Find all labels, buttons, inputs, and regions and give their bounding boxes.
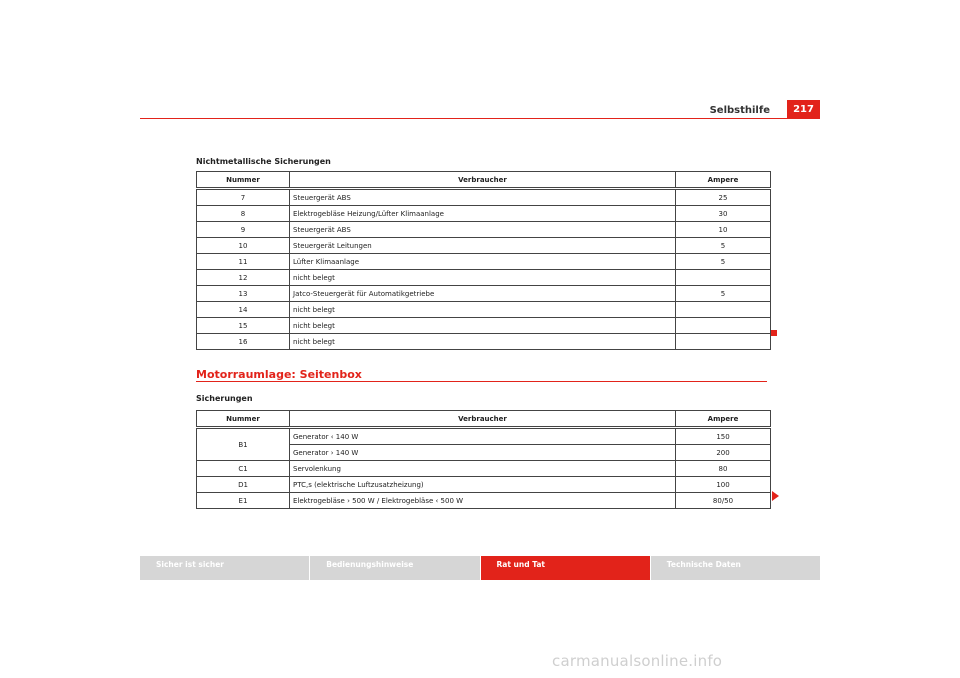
cell-ampere xyxy=(676,334,771,350)
page-header-title: Selbsthilfe xyxy=(709,105,770,116)
cell-ampere: 80/50 xyxy=(676,493,771,509)
cell-verbraucher: Generator ‹ 140 W xyxy=(290,428,676,445)
cell-ampere: 25 xyxy=(676,189,771,206)
cell-verbraucher: Jatco-Steuergerät für Automatikgetriebe xyxy=(290,286,676,302)
cell-verbraucher: Servolenkung xyxy=(290,461,676,477)
column-header-nummer: Nummer xyxy=(197,172,290,189)
cell-verbraucher: nicht belegt xyxy=(290,270,676,286)
cell-nummer: 12 xyxy=(197,270,290,286)
table-row xyxy=(197,206,771,222)
page-number-badge: 217 xyxy=(787,100,820,118)
table2-label: Sicherungen xyxy=(196,394,253,403)
cell-ampere: 150 xyxy=(676,428,771,445)
cell-ampere xyxy=(676,270,771,286)
table1-label: Nichtmetallische Sicherungen xyxy=(196,157,331,166)
footer-nav xyxy=(140,556,820,580)
table-row xyxy=(197,238,771,254)
cell-verbraucher: nicht belegt xyxy=(290,334,676,350)
footer-tab-technische-daten[interactable]: Technische Daten xyxy=(651,556,820,580)
table-row xyxy=(197,334,771,350)
cell-verbraucher: Steuergerät ABS xyxy=(290,189,676,206)
section-heading: Motorraumlage: Seitenbox xyxy=(196,368,362,381)
cell-ampere: 200 xyxy=(676,445,771,461)
cell-ampere: 5 xyxy=(676,238,771,254)
table-row xyxy=(197,493,771,509)
table-row xyxy=(197,222,771,238)
cell-verbraucher: nicht belegt xyxy=(290,318,676,334)
table-row xyxy=(197,318,771,334)
table-row xyxy=(197,270,771,286)
cell-nummer: E1 xyxy=(197,493,290,509)
cell-verbraucher: Elektrogebläse › 500 W / Elektrogebläse ‹ 500 W xyxy=(290,493,676,509)
cell-ampere: 5 xyxy=(676,286,771,302)
table-row xyxy=(197,477,771,493)
cell-nummer: 16 xyxy=(197,334,290,350)
footer-tab-rat-und-tat[interactable]: Rat und Tat xyxy=(481,556,650,580)
table-header-row xyxy=(197,411,771,428)
section-heading-rule xyxy=(196,381,767,382)
continue-arrow-icon xyxy=(772,491,779,501)
footer-tab-bedienungshinweise[interactable]: Bedienungshinweise xyxy=(310,556,479,580)
cell-ampere: 10 xyxy=(676,222,771,238)
cell-verbraucher: nicht belegt xyxy=(290,302,676,318)
cell-ampere xyxy=(676,302,771,318)
cell-nummer: 15 xyxy=(197,318,290,334)
cell-nummer: 11 xyxy=(197,254,290,270)
cell-nummer: B1 xyxy=(197,428,290,461)
cell-ampere xyxy=(676,318,771,334)
cell-verbraucher: PTC,s (elektrische Luftzusatzheizung) xyxy=(290,477,676,493)
cell-nummer: 13 xyxy=(197,286,290,302)
table-row xyxy=(197,428,771,445)
cell-verbraucher: Elektrogebläse Heizung/Lüfter Klimaanlage xyxy=(290,206,676,222)
footer-tab-sicher-ist-sicher[interactable]: Sicher ist sicher xyxy=(140,556,309,580)
table-row xyxy=(197,461,771,477)
column-header-nummer: Nummer xyxy=(197,411,290,428)
cell-nummer: 9 xyxy=(197,222,290,238)
cell-ampere: 100 xyxy=(676,477,771,493)
cell-ampere: 5 xyxy=(676,254,771,270)
section-end-marker xyxy=(771,330,777,336)
table-row xyxy=(197,302,771,318)
table-row xyxy=(197,189,771,206)
cell-nummer: 10 xyxy=(197,238,290,254)
fuse-table-nonmetallic xyxy=(196,171,771,350)
table-header-row xyxy=(197,172,771,189)
header-divider xyxy=(140,118,820,119)
cell-verbraucher: Steuergerät ABS xyxy=(290,222,676,238)
cell-verbraucher: Lüfter Klimaanlage xyxy=(290,254,676,270)
cell-verbraucher: Generator › 140 W xyxy=(290,445,676,461)
cell-verbraucher: Steuergerät Leitungen xyxy=(290,238,676,254)
cell-nummer: C1 xyxy=(197,461,290,477)
table-row xyxy=(197,286,771,302)
watermark: carmanualsonline.info xyxy=(552,652,723,670)
column-header-verbraucher: Verbraucher xyxy=(290,411,676,428)
cell-ampere: 30 xyxy=(676,206,771,222)
cell-nummer: 8 xyxy=(197,206,290,222)
column-header-verbraucher: Verbraucher xyxy=(290,172,676,189)
column-header-ampere: Ampere xyxy=(676,172,771,189)
cell-ampere: 80 xyxy=(676,461,771,477)
fuse-table-side-box xyxy=(196,410,771,509)
column-header-ampere: Ampere xyxy=(676,411,771,428)
cell-nummer: 14 xyxy=(197,302,290,318)
table-row xyxy=(197,254,771,270)
cell-nummer: 7 xyxy=(197,189,290,206)
cell-nummer: D1 xyxy=(197,477,290,493)
